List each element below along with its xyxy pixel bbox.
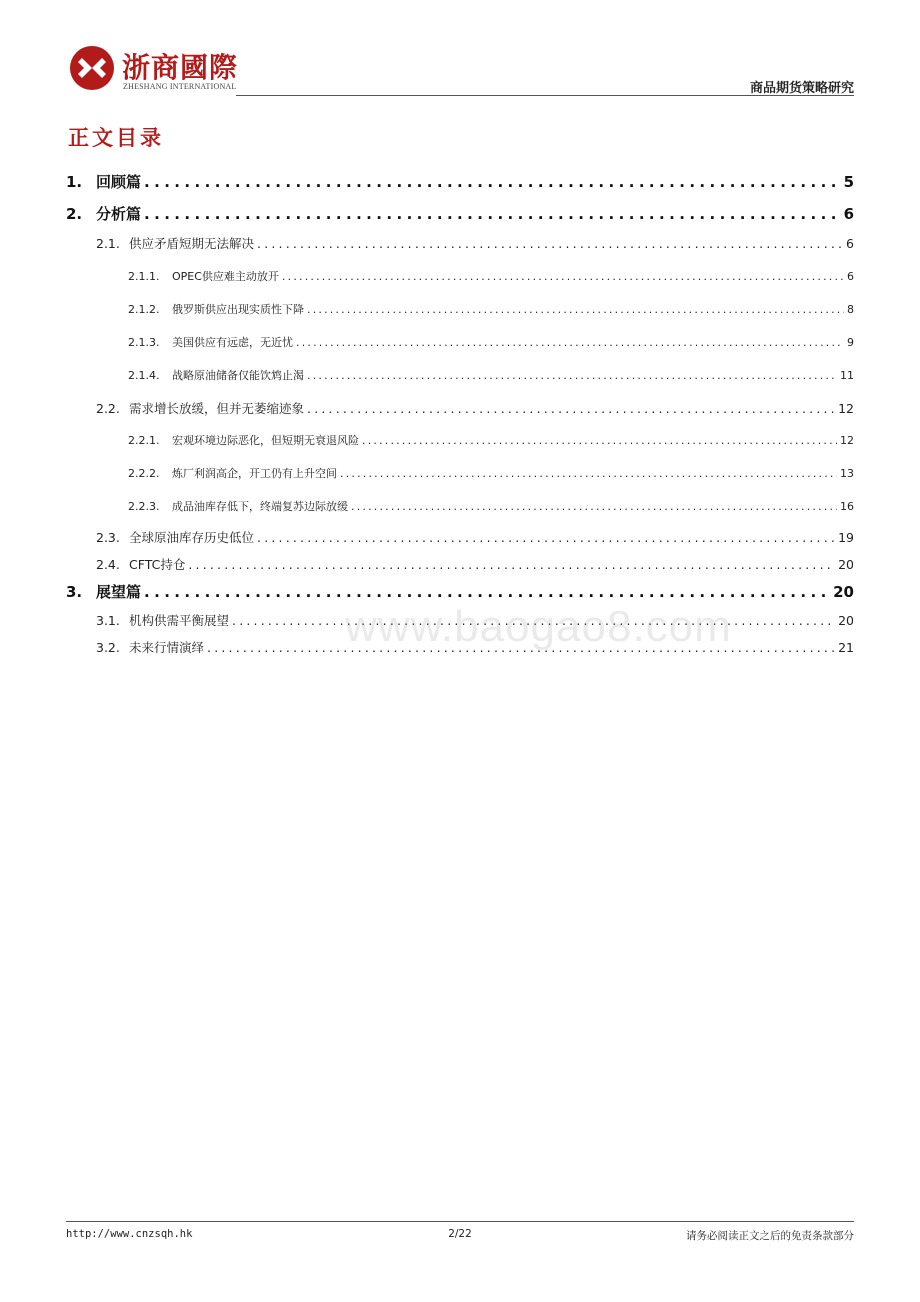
toc-page: 16 [840, 500, 854, 513]
toc-entry[interactable] [66, 465, 854, 481]
toc-number: 2.1.1. [128, 270, 160, 283]
toc-label: 回顾篇 [96, 173, 142, 191]
toc-number: 2.2.3. [128, 500, 160, 513]
logo-chinese-text: 浙商國際 [122, 51, 239, 84]
toc-page: 12 [840, 434, 854, 447]
company-logo [68, 44, 238, 96]
toc-label: 展望篇 [96, 583, 142, 601]
toc-label: 机构供需平衡展望 [129, 613, 230, 628]
toc-entry[interactable] [66, 268, 854, 284]
toc-label: 战略原油储备仅能饮鸩止渴 [172, 369, 304, 382]
toc-leader [362, 434, 837, 447]
toc-leader [257, 530, 835, 545]
toc-leader [307, 303, 844, 316]
toc-leader [144, 173, 841, 191]
toc-entry[interactable] [66, 581, 854, 602]
toc-label: CFTC持仓 [129, 557, 186, 572]
report-category: 商品期货策略研究 [749, 81, 854, 96]
toc-entry[interactable] [66, 234, 854, 252]
toc-page: 6 [843, 205, 854, 223]
toc-leader [340, 467, 837, 480]
footer-disclaimer: 请务必阅读正文之后的免责条款部分 [686, 1230, 854, 1242]
page-number: 2/22 [448, 1228, 472, 1240]
logo-emblem-icon [68, 44, 116, 92]
toc-label: OPEC供应难主动放开 [172, 270, 279, 283]
toc-leader [282, 270, 844, 283]
toc-leader [296, 336, 844, 349]
toc-label: 成品油库存低下，终端复苏边际放缓 [172, 500, 348, 513]
toc-number: 2.3. [96, 530, 120, 545]
header-divider [236, 95, 854, 96]
toc-page: 5 [843, 173, 854, 191]
toc-entry[interactable] [66, 334, 854, 350]
toc-page: 21 [838, 640, 854, 655]
toc-number: 2. [66, 205, 83, 223]
toc-number: 2.1.4. [128, 369, 160, 382]
toc-entry[interactable] [66, 203, 854, 224]
toc-leader [307, 401, 835, 416]
toc-number: 3. [66, 583, 83, 601]
toc-label: 需求增长放缓，但并无萎缩迹象 [129, 401, 305, 416]
toc-entry[interactable] [66, 498, 854, 514]
watermark: www.baogao8.com [345, 602, 732, 651]
toc-leader [351, 500, 837, 513]
toc-number: 2.4. [96, 557, 120, 572]
toc-number: 2.1.2. [128, 303, 160, 316]
toc-number: 2.1.3. [128, 336, 160, 349]
toc-number: 1. [66, 173, 83, 191]
toc-number: 2.2.2. [128, 467, 160, 480]
toc-page: 13 [840, 467, 854, 480]
toc-page: 8 [847, 303, 854, 316]
footer-divider [66, 1221, 854, 1222]
toc-label: 分析篇 [96, 205, 142, 223]
toc-entry[interactable] [66, 301, 854, 317]
toc-number: 3.2. [96, 640, 120, 655]
toc-page: 6 [846, 236, 854, 251]
toc-leader [307, 369, 837, 382]
toc-page: 9 [847, 336, 854, 349]
toc-label: 美国供应有远虑，无近忧 [172, 336, 293, 349]
toc-label: 未来行情演绎 [129, 640, 205, 655]
toc-label: 全球原油库存历史低位 [129, 530, 255, 545]
toc-entry[interactable] [66, 367, 854, 383]
toc-entry[interactable] [66, 399, 854, 417]
toc-page: 6 [847, 270, 854, 283]
toc-page: 12 [838, 401, 854, 416]
footer-url[interactable]: http://www.cnzsqh.hk [66, 1228, 193, 1240]
toc-entry[interactable] [66, 432, 854, 448]
toc-label: 炼厂利润高企，开工仍有上升空间 [172, 467, 337, 480]
toc-number: 2.2.1. [128, 434, 160, 447]
toc-number: 3.1. [96, 613, 120, 628]
toc-leader [144, 583, 830, 601]
toc-entry[interactable] [66, 528, 854, 546]
toc-page: 19 [838, 530, 854, 545]
toc-leader [188, 557, 835, 572]
toc-label: 供应矛盾短期无法解决 [129, 236, 255, 251]
toc-page: 20 [838, 557, 854, 572]
toc-number: 2.2. [96, 401, 120, 416]
logo-english-text: ZHESHANG INTERNATIONAL [123, 82, 237, 91]
toc-leader [144, 205, 841, 223]
page-title: 正文目录 [68, 125, 164, 150]
toc-entry[interactable] [66, 555, 854, 573]
toc-leader [257, 236, 843, 251]
toc-page: 11 [840, 369, 854, 382]
toc-label: 俄罗斯供应出现实质性下降 [172, 303, 304, 316]
toc-page: 20 [833, 583, 854, 601]
toc-page: 20 [838, 613, 854, 628]
toc-number: 2.1. [96, 236, 120, 251]
toc-label: 宏观环境边际恶化，但短期无衰退风险 [172, 434, 359, 447]
toc-entry[interactable] [66, 171, 854, 192]
